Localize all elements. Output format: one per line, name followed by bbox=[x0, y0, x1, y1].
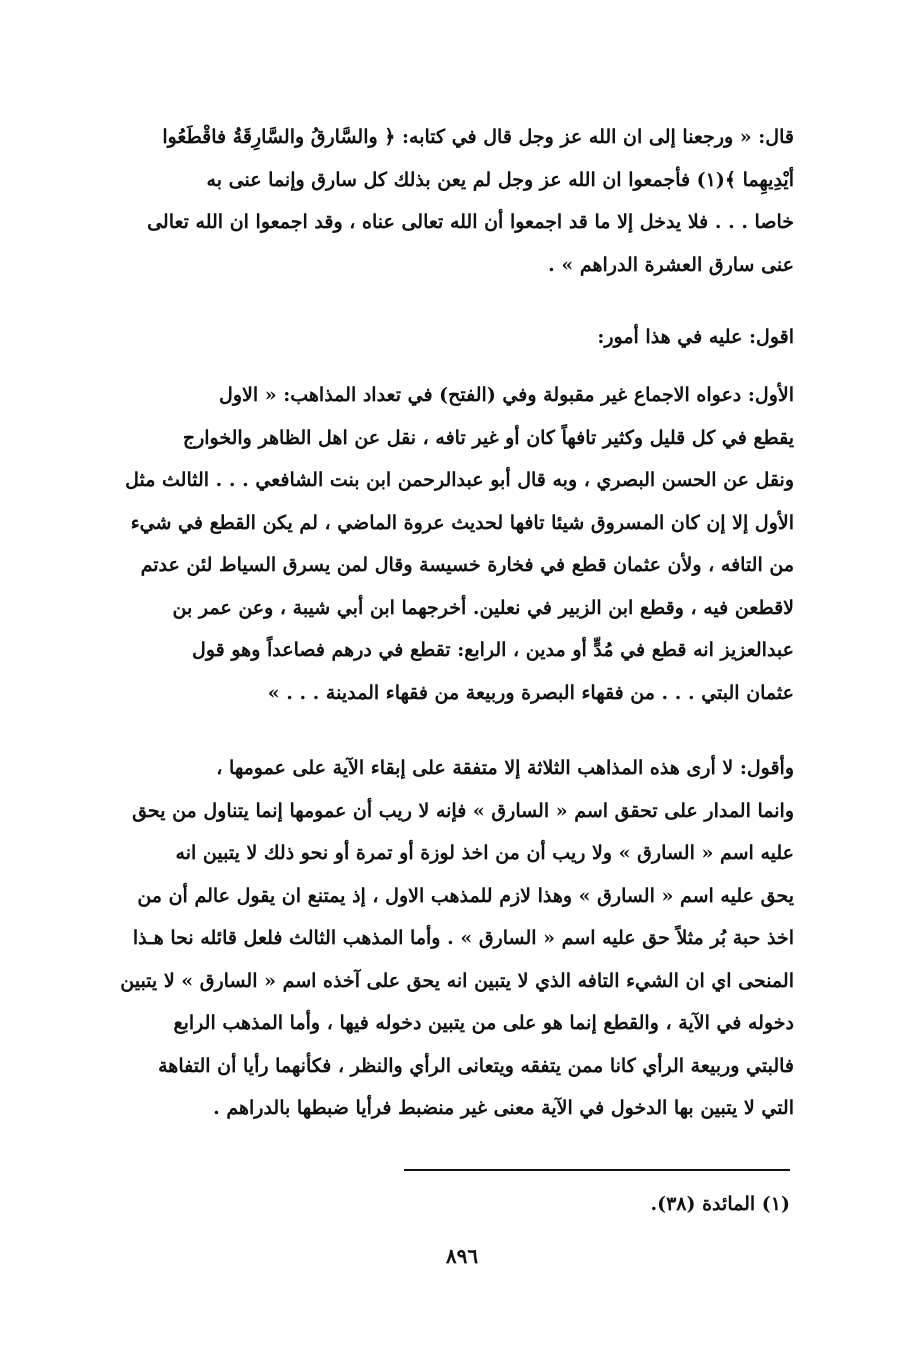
paragraph-response-heading bbox=[78, 316, 794, 359]
text-line: لاقطعن فيه ، وقطع ابن الزبير في نعلين. أخرجهما ابن أبي شيبة ، وعن عمر بن bbox=[172, 596, 794, 619]
text-line: المنحى اي ان الشيء التافه الذي لا يتبين انه يحق على آخذه اسم « السارق » لا يتبين bbox=[120, 969, 794, 992]
text-line: قال: « ورجعنا إلى ان الله عز وجل قال في كتابه: ﴿ والسَّارقُ والسَّارِقَةُ فاقْطَعُوا bbox=[162, 126, 794, 148]
text-line: يحق عليه اسم « السارق » وهذا لازم للمذهب الاول ، إذ يمتنع ان يقول عالم أن من bbox=[137, 884, 794, 907]
text-line: فالبتي وربيعة الرأي كانا ممن يتفقه ويتعانى الرأي والنظر ، فكأنهما رأيا أن التفاهة bbox=[158, 1054, 794, 1077]
text-line: عثمان البتي . . . من فقهاء البصرة وربيعة من فقهاء المدينة . . . » bbox=[267, 681, 794, 704]
paragraph-first-point bbox=[78, 374, 794, 714]
text-line: الأول: دعواه الاجماع غير مقبولة وفي (الفتح) في تعداد المذاهب: « الاول bbox=[219, 384, 794, 406]
text-line: وأقول: لا أرى هذه المذاهب الثلاثة إلا متفقة على إبقاء الآية على عمومها ، bbox=[216, 757, 794, 779]
text-line: أيْدِيهِما ﴾(١) فأجمعوا ان الله عز وجل لم يعن بذلك كل سارق وإنما عنى به bbox=[206, 168, 794, 191]
paragraph-author-opinion bbox=[78, 747, 794, 1130]
text-line: الأول إلا إن كان المسروق شيئا تافها لحديث عروة الماضي ، لم يكن القطع في شيء bbox=[130, 511, 794, 534]
text-line: يقطع في كل قليل وكثير تافهاً كان أو غير تافه ، نقل عن اهل الظاهر والخوارج bbox=[182, 426, 794, 449]
page-number: ٨٩٦ bbox=[445, 1244, 479, 1268]
text-line: اقول: عليه في هذا أمور: bbox=[597, 326, 794, 348]
text-line: اخذ حبة بُر مثلاً حق عليه اسم « السارق » . وأما المذهب الثالث فلعل قائله نحا هـذا bbox=[132, 927, 794, 949]
text-line: ونقل عن الحسن البصري ، وبه قال أبو عبدالرحمن ابن بنت الشافعي . . . الثالث مثل bbox=[125, 469, 794, 491]
footnote: (١) المائدة (٣٨). bbox=[650, 1193, 790, 1215]
text-line: من التافه ، ولأن عثمان قطع في فخارة خسيسة وقال لمن يسرق السياط لئن عدتم bbox=[140, 554, 794, 576]
text-line: عبدالعزيز انه قطع في مُدٍّ أو مدين ، الرابع: تقطع في درهم فصاعداً وهو قول bbox=[192, 639, 794, 661]
text-line: خاصا . . . فلا يدخل إلا ما قد اجمعوا أن الله تعالى عناه ، وقد اجمعوا ان الله تعالى bbox=[147, 211, 794, 233]
paragraph-quote-intro bbox=[78, 116, 794, 286]
text-line: عليه اسم « السارق » ولا ريب أن من اخذ لوزة أو تمرة أو نحو ذلك لا يتبين انه bbox=[175, 842, 794, 864]
text-line: عنى سارق العشرة الدراهم » . bbox=[548, 253, 794, 276]
footnote-divider bbox=[404, 1169, 790, 1171]
text-line: دخوله في الآية ، والقطع إنما هو على من يتبين دخوله فيها ، وأما المذهب الرابع bbox=[173, 1012, 794, 1034]
text-line: التي لا يتبين بها الدخول في الآية معنى غير منضبط فرأيا ضبطها بالدراهم . bbox=[213, 1097, 794, 1119]
text-line: وانما المدار على تحقق اسم « السارق » فإنه لا ريب أن عمومها إنما يتناول من يحق bbox=[132, 799, 794, 822]
